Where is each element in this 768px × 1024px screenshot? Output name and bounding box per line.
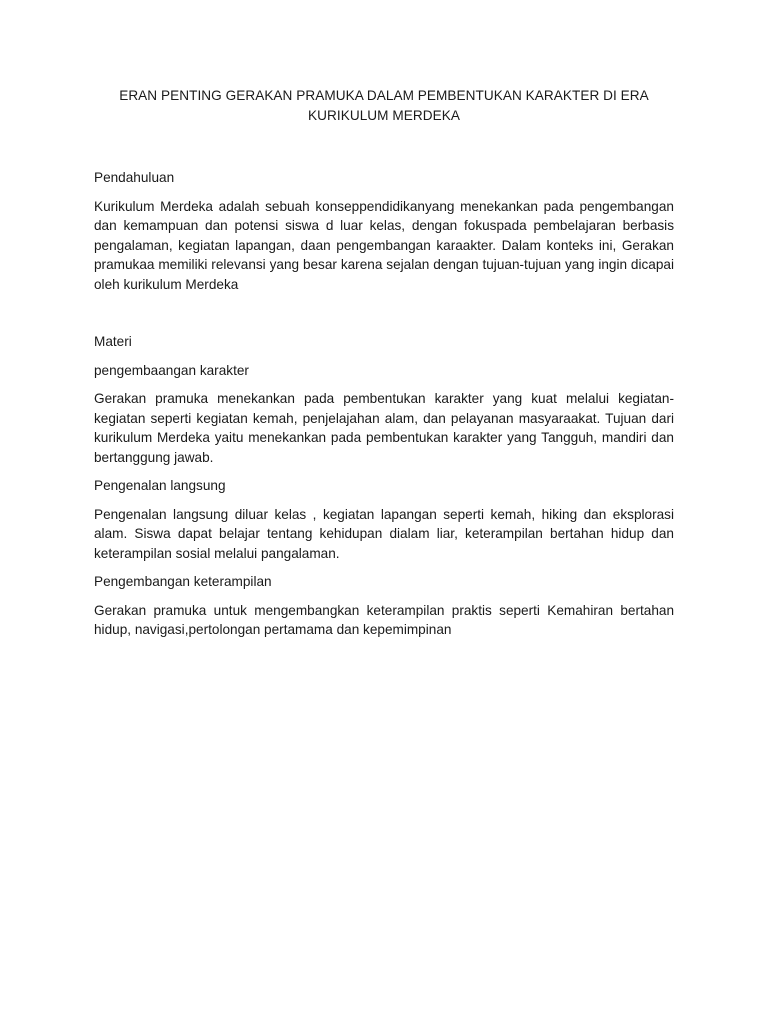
section-body-pengembangan-keterampilan: Gerakan pramuka untuk mengembangkan keterampilan praktis seperti Kemahiran bertahan hidup, navigasi,pertolongan pertamama dan kepemimpinan bbox=[94, 602, 674, 637]
section-heading-pendahuluan: Pendahuluan bbox=[94, 170, 175, 185]
section-body-pengembangan-karakter: Gerakan pramuka menekankan pada pembentukan karakter yang kuat melalui kegiatan-kegiatan seperti kegiatan kemah, penjelajahan alam, dan pelayanan masyaraakat. Tujuan dari kurikulum Merdeka yaitu menekankan pada pembentukan karakter yang Tangguh, mandiri dan bertanggung jawab. bbox=[94, 391, 674, 465]
section-heading-pengenalan-langsung: Pengenalan langsung bbox=[94, 478, 226, 493]
section-heading-pengembangan-keterampilan: Pengembangan keterampilan bbox=[94, 574, 272, 589]
section-body-pendahuluan: Kurikulum Merdeka adalah sebuah konseppendidikanyang menekankan pada pengembangan dan kemampuan dan potensi siswa d luar kelas, dengan fokuspada pembelajaran berbasis pengalaman, kegiatan lapangan, daan pengembangan karaakter. Dalam konteks ini, Gerakan pramukaa memiliki relevansi yang besar karena sejalan dengan tujuan-tujuan yang ingin dicapai oleh kurikulum Merdeka bbox=[94, 198, 674, 292]
document-title: ERAN PENTING GERAKAN PRAMUKA DALAM PEMBENTUKAN KARAKTER DI ERA KURIKULUM MERDEKA bbox=[119, 88, 649, 123]
section-heading-pengembangan-karakter: pengembaangan karakter bbox=[94, 362, 249, 378]
section-body-pengenalan-langsung: Pengenalan langsung diluar kelas , kegiatan lapangan seperti kemah, hiking dan eksplorasi alam. Siswa dapat belajar tentang kehidupan dialam liar, keterampilan bertahan hidup dan keterampilan sosial melalui pangalaman. bbox=[94, 506, 674, 561]
section-heading-materi: Materi bbox=[94, 334, 132, 349]
document-page bbox=[94, 86, 674, 649]
